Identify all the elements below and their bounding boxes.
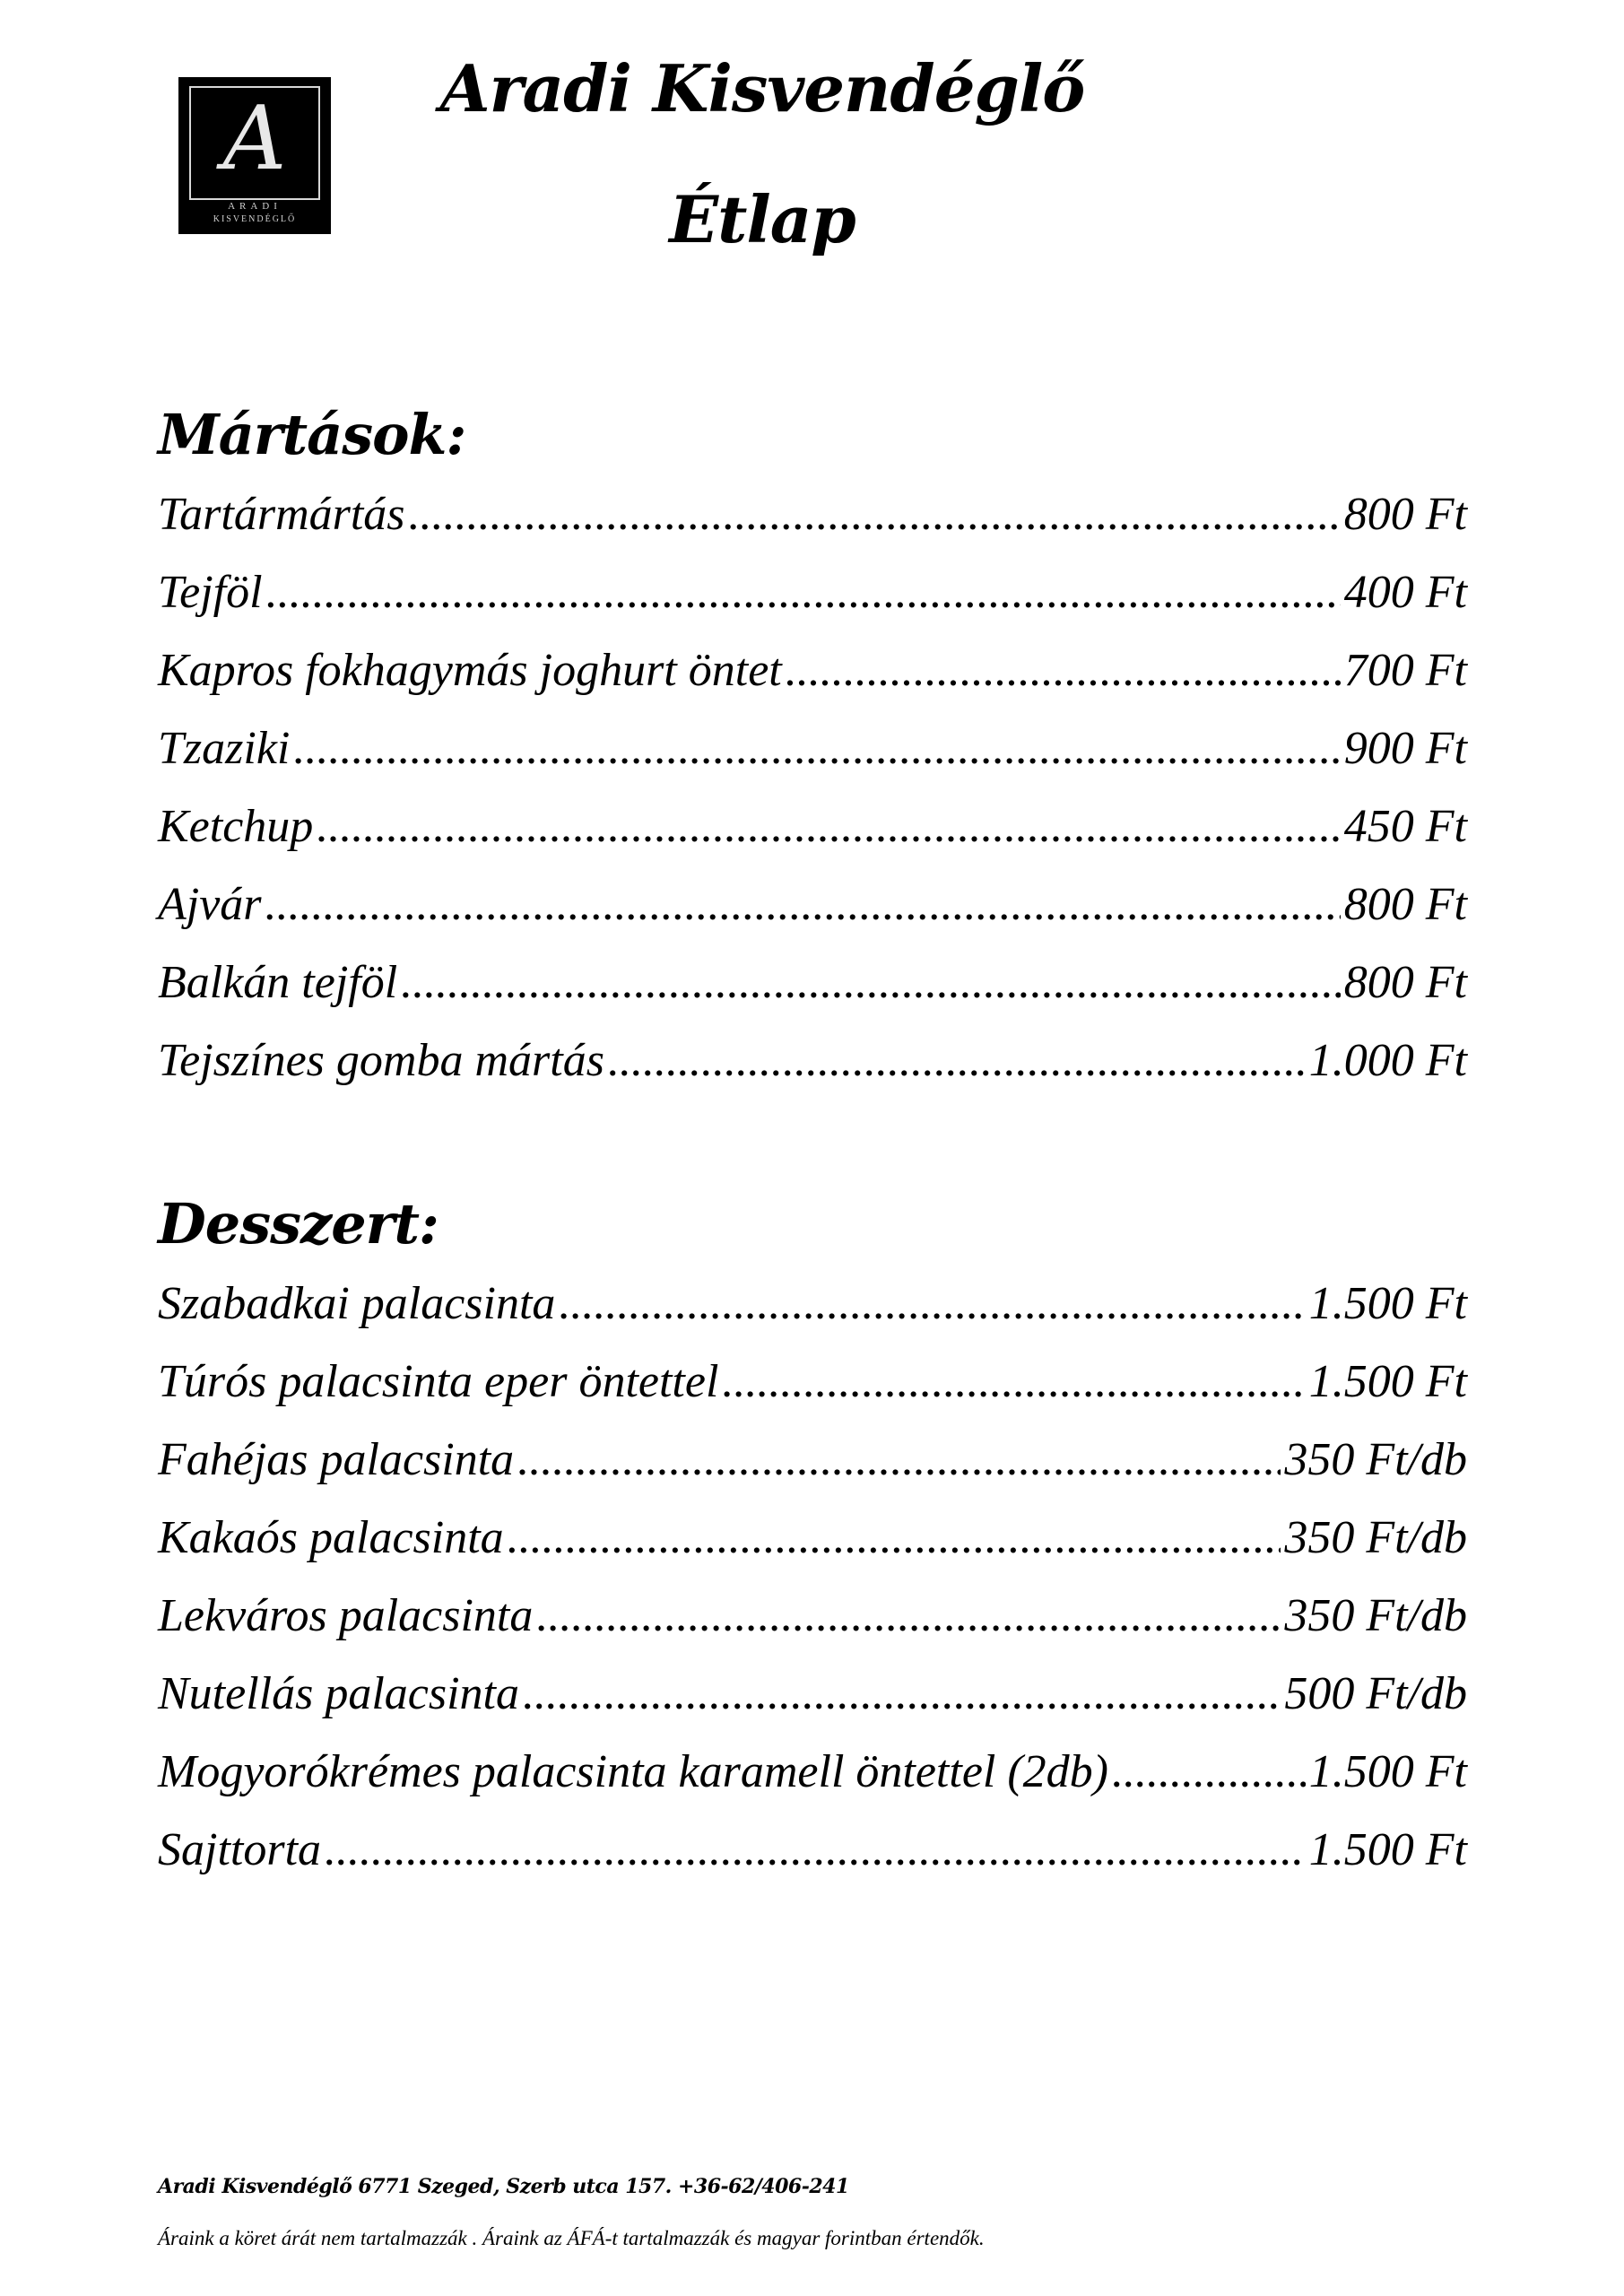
- item-name: Szabadkai palacsinta: [158, 1278, 556, 1329]
- logo-letter: A: [222, 88, 287, 190]
- menu-item: [158, 1577, 1467, 1655]
- menu-item: [158, 553, 1467, 631]
- dot-leader: [786, 631, 1341, 709]
- logo-text-line1: ARADI: [228, 201, 282, 212]
- menu-item: [158, 631, 1467, 709]
- item-price: 800 Ft: [1343, 957, 1467, 1008]
- item-price: 350 Ft/db: [1284, 1512, 1467, 1563]
- menu-item: [158, 1733, 1467, 1811]
- menu-item: [158, 1811, 1467, 1889]
- item-name: Tejföl: [158, 567, 263, 618]
- footer-address: Aradi Kisvendéglő 6771 Szeged, Szerb utca 157. +36-62/406-241: [158, 2175, 849, 2198]
- dot-leader: [401, 944, 1341, 1022]
- dot-leader: [722, 1343, 1305, 1421]
- item-price: 800 Ft: [1343, 879, 1467, 930]
- dot-leader: [536, 1577, 1281, 1655]
- dot-leader: [508, 1499, 1281, 1577]
- item-name: Ketchup: [158, 801, 314, 852]
- dot-leader: [266, 553, 1341, 631]
- menu-item: [158, 1499, 1467, 1577]
- dot-leader: [409, 475, 1341, 553]
- item-price: 350 Ft/db: [1284, 1434, 1467, 1485]
- item-name: Kapros fokhagymás joghurt öntet: [158, 645, 782, 696]
- item-name: Fahéjas palacsinta: [158, 1434, 515, 1485]
- item-name: Túrós palacsinta eper öntettel: [158, 1356, 719, 1407]
- item-name: Mogyorókrémes palacsinta karamell öntettel (2db): [158, 1746, 1108, 1797]
- dot-leader: [265, 865, 1341, 944]
- menu-item: [158, 1265, 1467, 1343]
- item-name: Nutellás palacsinta: [158, 1668, 519, 1719]
- section-desserts: [158, 1184, 1467, 1889]
- footer-price-note: Áraink a köret árát nem tartalmazzák . Áraink az ÁFÁ-t tartalmazzák és magyar forintban értendők.: [158, 2227, 985, 2249]
- item-name: Tartármártás: [158, 489, 405, 540]
- item-price: 1.500 Ft: [1308, 1356, 1467, 1407]
- dot-leader: [293, 709, 1340, 787]
- item-price: 1.500 Ft: [1308, 1824, 1467, 1875]
- item-price: 450 Ft: [1343, 801, 1467, 852]
- item-price: 1.500 Ft: [1308, 1746, 1467, 1797]
- dot-leader: [608, 1022, 1306, 1100]
- menu-item: [158, 709, 1467, 787]
- menu-title: Étlap: [669, 181, 855, 257]
- item-name: Balkán tejföl: [158, 957, 398, 1008]
- menu-item: [158, 1421, 1467, 1499]
- item-name: Kakaós palacsinta: [158, 1512, 504, 1563]
- menu-item: [158, 787, 1467, 865]
- item-price: 1.000 Ft: [1308, 1035, 1467, 1086]
- item-name: Tejszínes gomba mártás: [158, 1035, 604, 1086]
- section-sauces: [158, 395, 1467, 1100]
- item-price: 700 Ft: [1343, 645, 1467, 696]
- menu-item: [158, 1022, 1467, 1100]
- menu-item: [158, 865, 1467, 944]
- menu-item: [158, 1655, 1467, 1733]
- menu-item: [158, 475, 1467, 553]
- item-price: 900 Ft: [1343, 723, 1467, 774]
- dot-leader: [517, 1421, 1281, 1499]
- menu-item: [158, 944, 1467, 1022]
- item-price: 1.500 Ft: [1308, 1278, 1467, 1329]
- item-price: 500 Ft/db: [1284, 1668, 1467, 1719]
- logo-text-line2: KISVENDÉGLŐ: [213, 214, 297, 224]
- item-price: 350 Ft/db: [1284, 1590, 1467, 1641]
- item-name: Lekváros palacsinta: [158, 1590, 534, 1641]
- item-name: Sajttorta: [158, 1824, 322, 1875]
- dot-leader: [1112, 1733, 1306, 1811]
- item-name: Ajvár: [158, 879, 262, 930]
- dot-leader: [559, 1265, 1305, 1343]
- dot-leader: [325, 1811, 1306, 1889]
- menu-item: [158, 1343, 1467, 1421]
- section-title: Mártások:: [158, 402, 466, 467]
- item-price: 400 Ft: [1343, 567, 1467, 618]
- dot-leader: [523, 1655, 1281, 1733]
- item-price: 800 Ft: [1343, 489, 1467, 540]
- restaurant-name: Aradi Kisvendéglő: [439, 50, 1085, 126]
- section-title: Desszert:: [158, 1191, 439, 1257]
- dot-leader: [317, 787, 1340, 865]
- item-name: Tzaziki: [158, 723, 291, 774]
